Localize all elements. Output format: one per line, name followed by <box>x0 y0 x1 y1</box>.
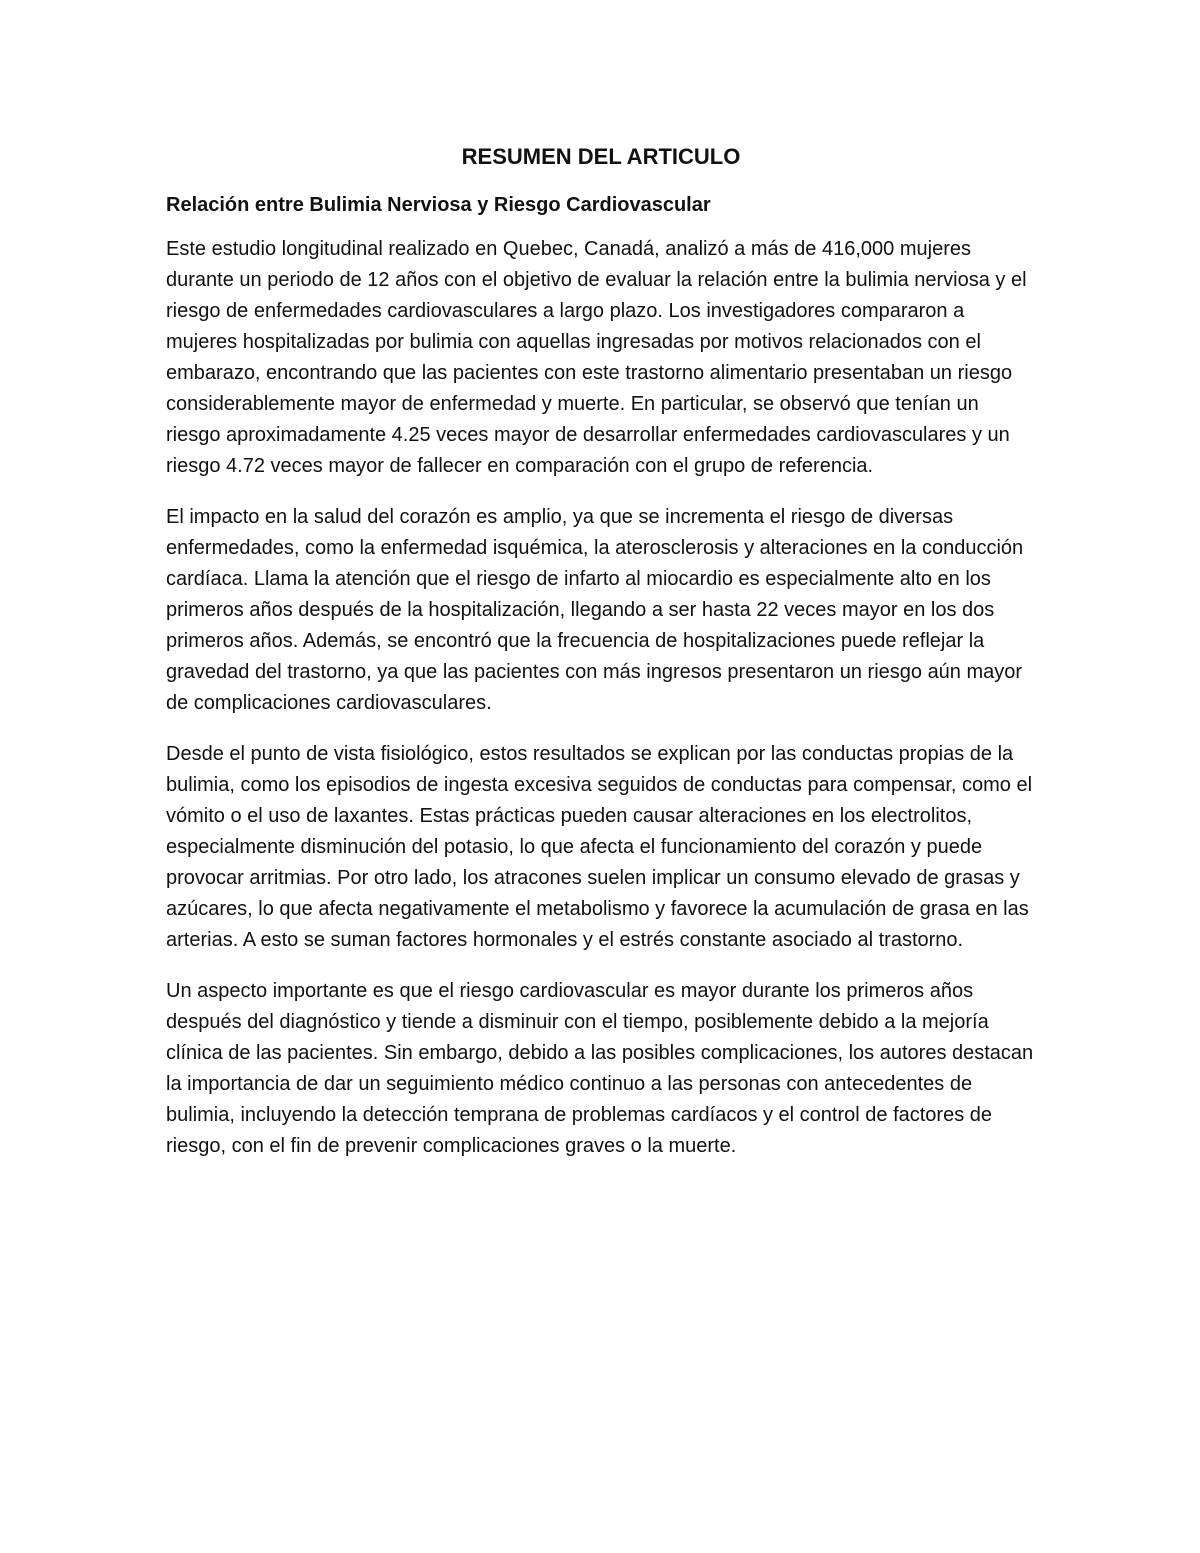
document-title: RESUMEN DEL ARTICULO <box>461 144 741 169</box>
document-body <box>166 140 1036 1182</box>
paragraph-2: El impacto en la salud del corazón es amplio, ya que se incrementa el riesgo de diversas enfermedades, como la enfermedad isquémica, la aterosclerosis y alteraciones en la conducción cardíaca. Llama la atención que el riesgo de infarto al miocardio es especialmente alto en los primeros años después de la hospitalización, llegando a ser hasta 22 veces mayor en los dos primeros años. Además, se encontró que la frecuencia de hospitalizaciones puede reflejar la gravedad del trastorno, ya que las pacientes con más ingresos presentaron un riesgo aún mayor de complicaciones cardiovasculares. <box>166 506 1024 714</box>
document-subtitle: Relación entre Bulimia Nerviosa y Riesgo Cardiovascular <box>166 194 711 216</box>
paragraph-3: Desde el punto de vista fisiológico, estos resultados se explican por las conductas propias de la bulimia, como los episodios de ingesta excesiva seguidos de conductas para compensar, como el vómito o el uso de laxantes. Estas prácticas pueden causar alteraciones en los electrolitos, especialmente disminución del potasio, lo que afecta el funcionamiento del corazón y puede provocar arritmias. Por otro lado, los atracones suelen implicar un consumo elevado de grasas y azúcares, lo que afecta negativamente el metabolismo y favorece la acumulación de grasa en las arterias. A esto se suman factores hormonales y el estrés constante asociado al trastorno. <box>166 743 1033 951</box>
paragraph-4: Un aspecto importante es que el riesgo cardiovascular es mayor durante los primeros años después del diagnóstico y tiende a disminuir con el tiempo, posiblemente debido a la mejoría clínica de las pacientes. Sin embargo, debido a las posibles complicaciones, los autores destacan la importancia de dar un seguimiento médico continuo a las personas con antecedentes de bulimia, incluyendo la detección temprana de problemas cardíacos y el control de factores de riesgo, con el fin de prevenir complicaciones graves o la muerte. <box>166 980 1034 1157</box>
paragraph-1: Este estudio longitudinal realizado en Quebec, Canadá, analizó a más de 416,000 mujeres durante un periodo de 12 años con el objetivo de evaluar la relación entre la bulimia nerviosa y el riesgo de enfermedades cardiovasculares a largo plazo. Los investigadores compararon a mujeres hospitalizadas por bulimia con aquellas ingresadas por motivos relacionados con el embarazo, encontrando que las pacientes con este trastorno alimentario presentaban un riesgo considerablemente mayor de enfermedad y muerte. En particular, se observó que tenían un riesgo aproximadamente 4.25 veces mayor de desarrollar enfermedades cardiovasculares y un riesgo 4.72 veces mayor de fallecer en comparación con el grupo de referencia. <box>166 238 1027 477</box>
